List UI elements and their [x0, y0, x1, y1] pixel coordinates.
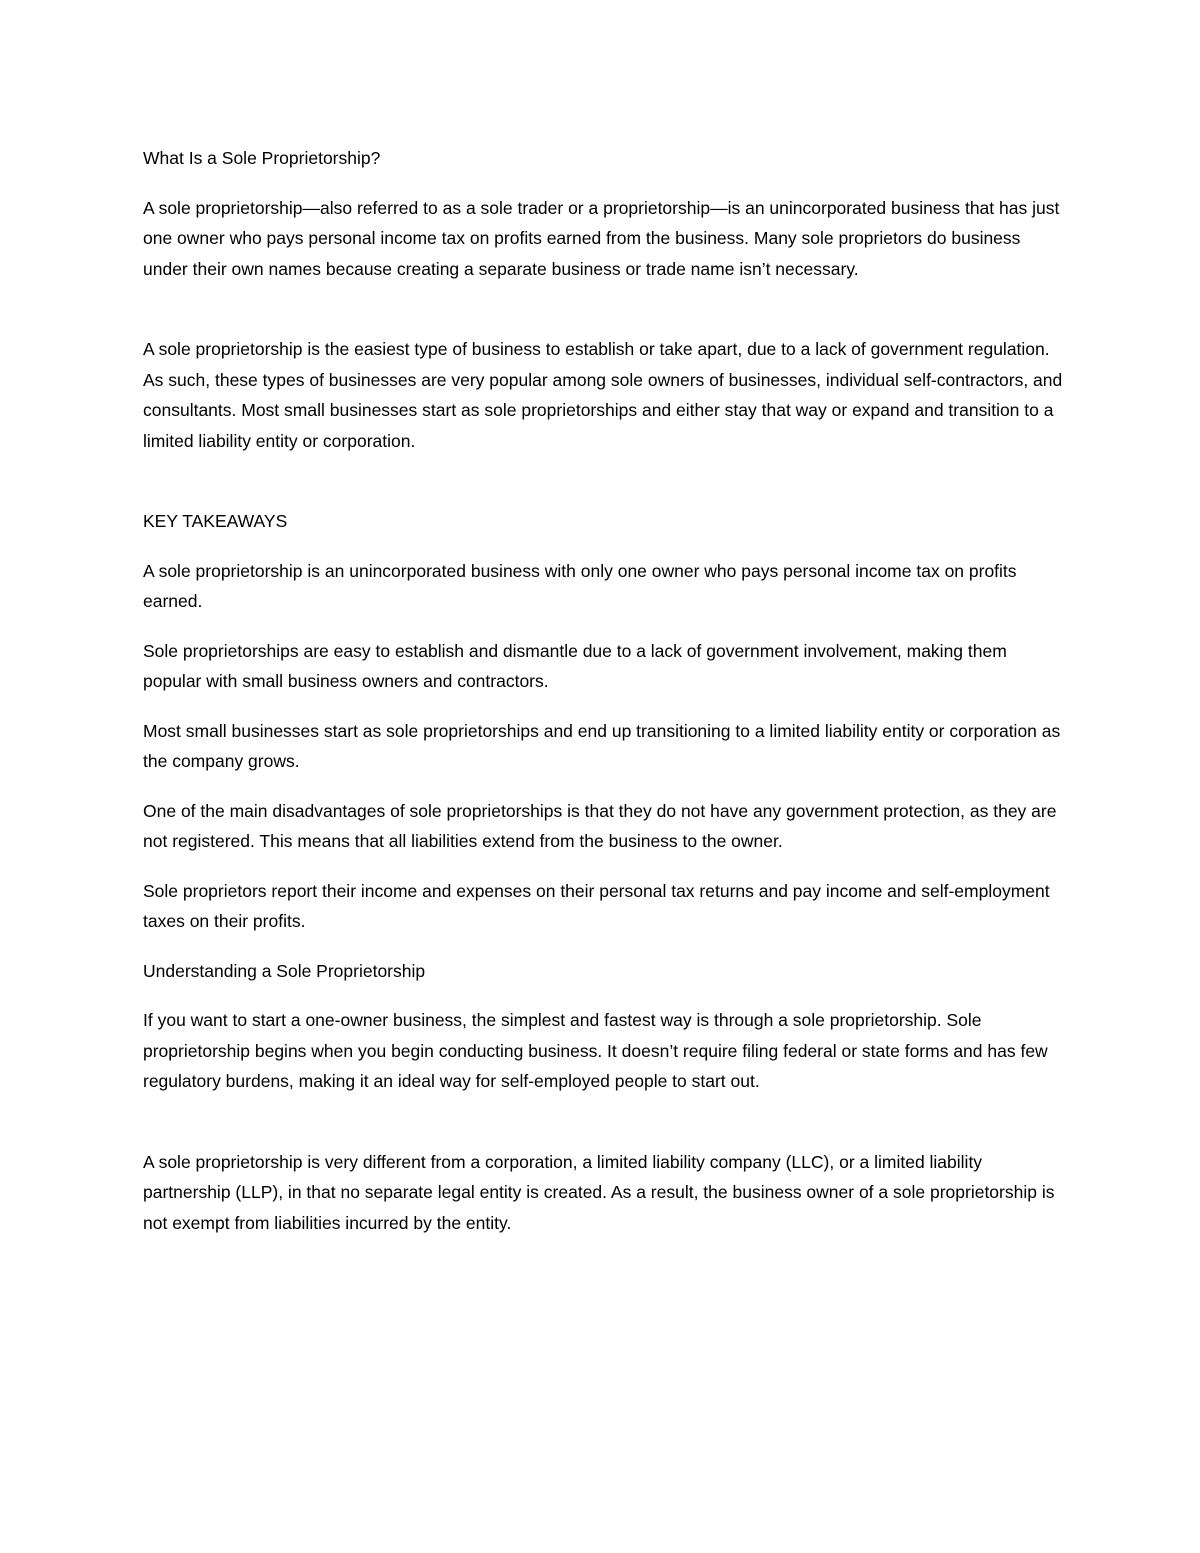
takeaway-item: Sole proprietorships are easy to establish and dismantle due to a lack of government involvement, making them popular with small business owners and contractors. — [143, 640, 1007, 691]
section-paragraph-2: A sole proprietorship is very different from a corporation, a limited liability company (LLC), or a limited liability partnership (LLP), in that no separate legal entity is created. As a result, the business owner of a sole proprietorship is not exempt from liabilities incurred by the entity. — [143, 1151, 1055, 1233]
takeaways-heading: KEY TAKEAWAYS — [143, 511, 288, 531]
takeaway-item: Most small businesses start as sole proprietorships and end up transitioning to a limited liability entity or corporation as the company grows. — [143, 720, 1061, 771]
document-title: What Is a Sole Proprietorship? — [143, 148, 381, 168]
takeaway-item: A sole proprietorship is an unincorporated business with only one owner who pays personal income tax on profits earned. — [143, 560, 1017, 611]
takeaway-item: One of the main disadvantages of sole proprietorships is that they do not have any government protection, as they are not registered. This means that all liabilities extend from the business to the owner. — [143, 800, 1057, 851]
intro-paragraph-2: A sole proprietorship is the easiest type of business to establish or take apart, due to a lack of government regulation. As such, these types of businesses are very popular among sole owners of businesses, individual self-contractors, and consultants. Most small businesses start as sole proprietorships and either stay that way or expand and transition to a limited liability entity or corporation. — [143, 339, 1063, 451]
document-body — [143, 143, 1063, 1238]
takeaway-item: Sole proprietors report their income and expenses on their personal tax returns and pay income and self-employment taxes on their profits. — [143, 880, 1050, 931]
intro-paragraph-1: A sole proprietorship—also referred to as a sole trader or a proprietorship—is an unincorporated business that has just one owner who pays personal income tax on profits earned from the business. Many sole proprietors do business under their own names because creating a separate business or trade name isn’t necessary. — [143, 197, 1060, 279]
section-heading: Understanding a Sole Proprietorship — [143, 960, 426, 981]
section-paragraph-1: If you want to start a one-owner business, the simplest and fastest way is through a sole proprietorship. Sole proprietorship begins when you begin conducting business. It doesn’t require filing federal or state forms and has few regulatory burdens, making it an ideal way for self-employed people to start out. — [143, 1010, 1048, 1091]
